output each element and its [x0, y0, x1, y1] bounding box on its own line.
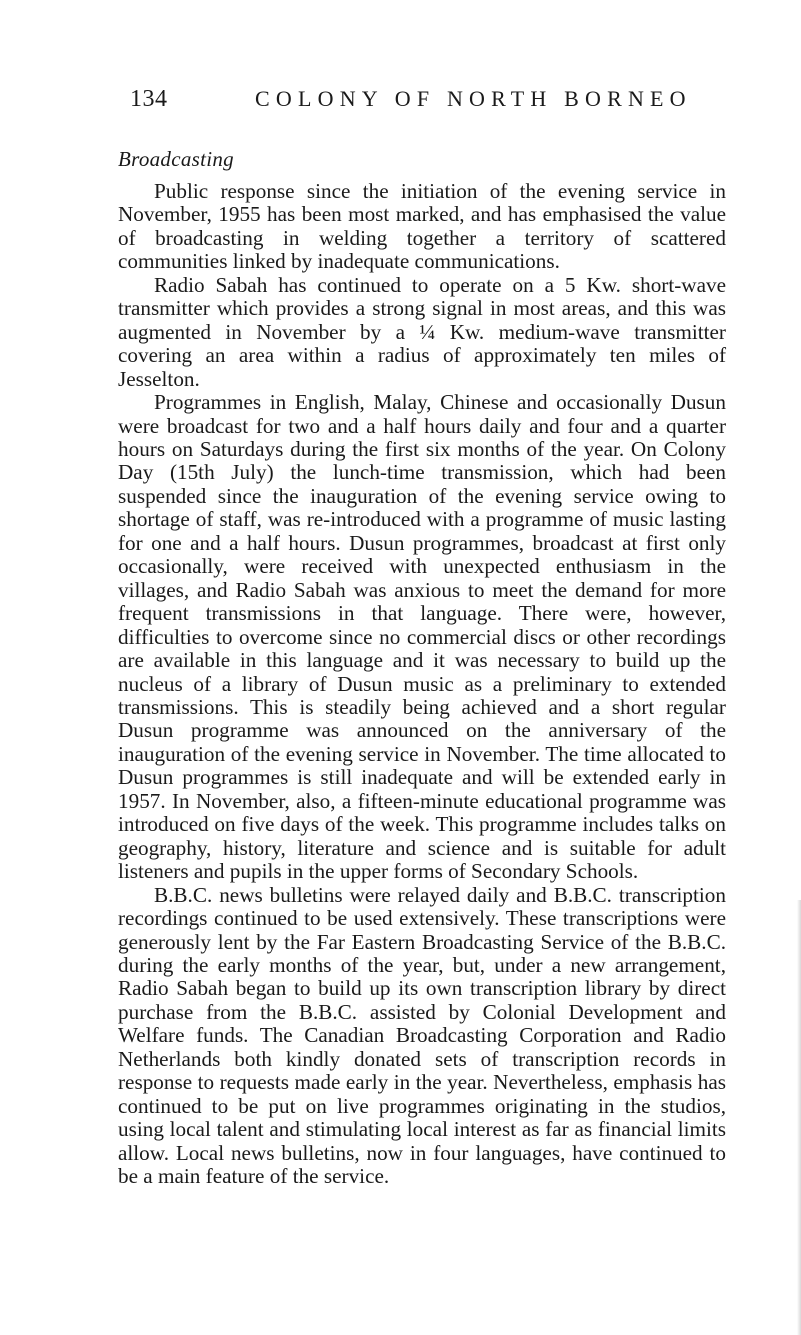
page-number: 134	[130, 86, 168, 112]
section-body	[118, 180, 726, 1188]
page-edge-shadow	[797, 900, 801, 1335]
section-heading: Broadcasting	[118, 147, 234, 171]
paragraph: Programmes in English, Malay, Chinese and occasionally Dusun were broadcast for two and a half hours daily and four and a quarter hours on Saturdays during the first six months of the year. On Colony Day (15th July) the lunch-time transmission, which had been suspended since the inauguration of the evening service owing to shortage of staff, was re-introduced with a programme of music lasting for one and a half hours. Dusun programmes, broadcast at first only occasionally, were received with unexpected enthusiasm in the villages, and Radio Sabah was anxious to meet the demand for more frequent transmissions in that language. There were, however, difficulties to overcome since no commercial discs or other recordings are available in this language and it was necessary to build up the nucleus of a library of Dusun music as a preliminary to extended transmissions. This is steadily being achieved and a short regular Dusun programme was announced on the anniversary of the inauguration of the evening service in November. The time allocated to Dusun programmes is still inadequate and will be extended early in 1957. In November, also, a fifteen-minute educational programme was introduced on five days of the week. This programme includes talks on geography, history, literature and science and is suitable for adult listeners and pupils in the upper forms of Secondary Schools.	[118, 390, 726, 884]
paragraph: Radio Sabah has continued to operate on a 5 Kw. short-wave transmitter which provides a strong signal in most areas, and this was augmented in November by a ¼ Kw. medium-wave transmitter covering an area within a radius of approximately ten miles of Jesselton.	[118, 272, 726, 391]
paragraph: Public response since the initiation of the evening service in November, 1955 has been most marked, and has emphasised the value of broadcasting in welding together a territory of scattered communities linked by inadequate communications.	[118, 179, 726, 274]
running-title: COLONY OF NORTH BORNEO	[255, 86, 692, 111]
page-header	[130, 86, 690, 120]
paragraph: B.B.C. news bulletins were relayed daily and B.B.C. transcription recordings continued to be used extensively. These transcriptions were generously lent by the Far Eastern Broadcasting Service of the B.B.C. during the early months of the year, but, under a new arrangement, Radio Sabah began to build up its own transcription library by direct purchase from the B.B.C. assisted by Colonial Development and Welfare funds. The Canadian Broadcasting Corporation and Radio Netherlands both kindly donated sets of transcription records in response to requests made early in the year. Nevertheless, emphasis has continued to be put on live programmes originating in the studios, using local talent and stimulating local interest as far as financial limits allow. Local news bulletins, now in four languages, have continued to be a main feature of the service.	[118, 882, 726, 1189]
